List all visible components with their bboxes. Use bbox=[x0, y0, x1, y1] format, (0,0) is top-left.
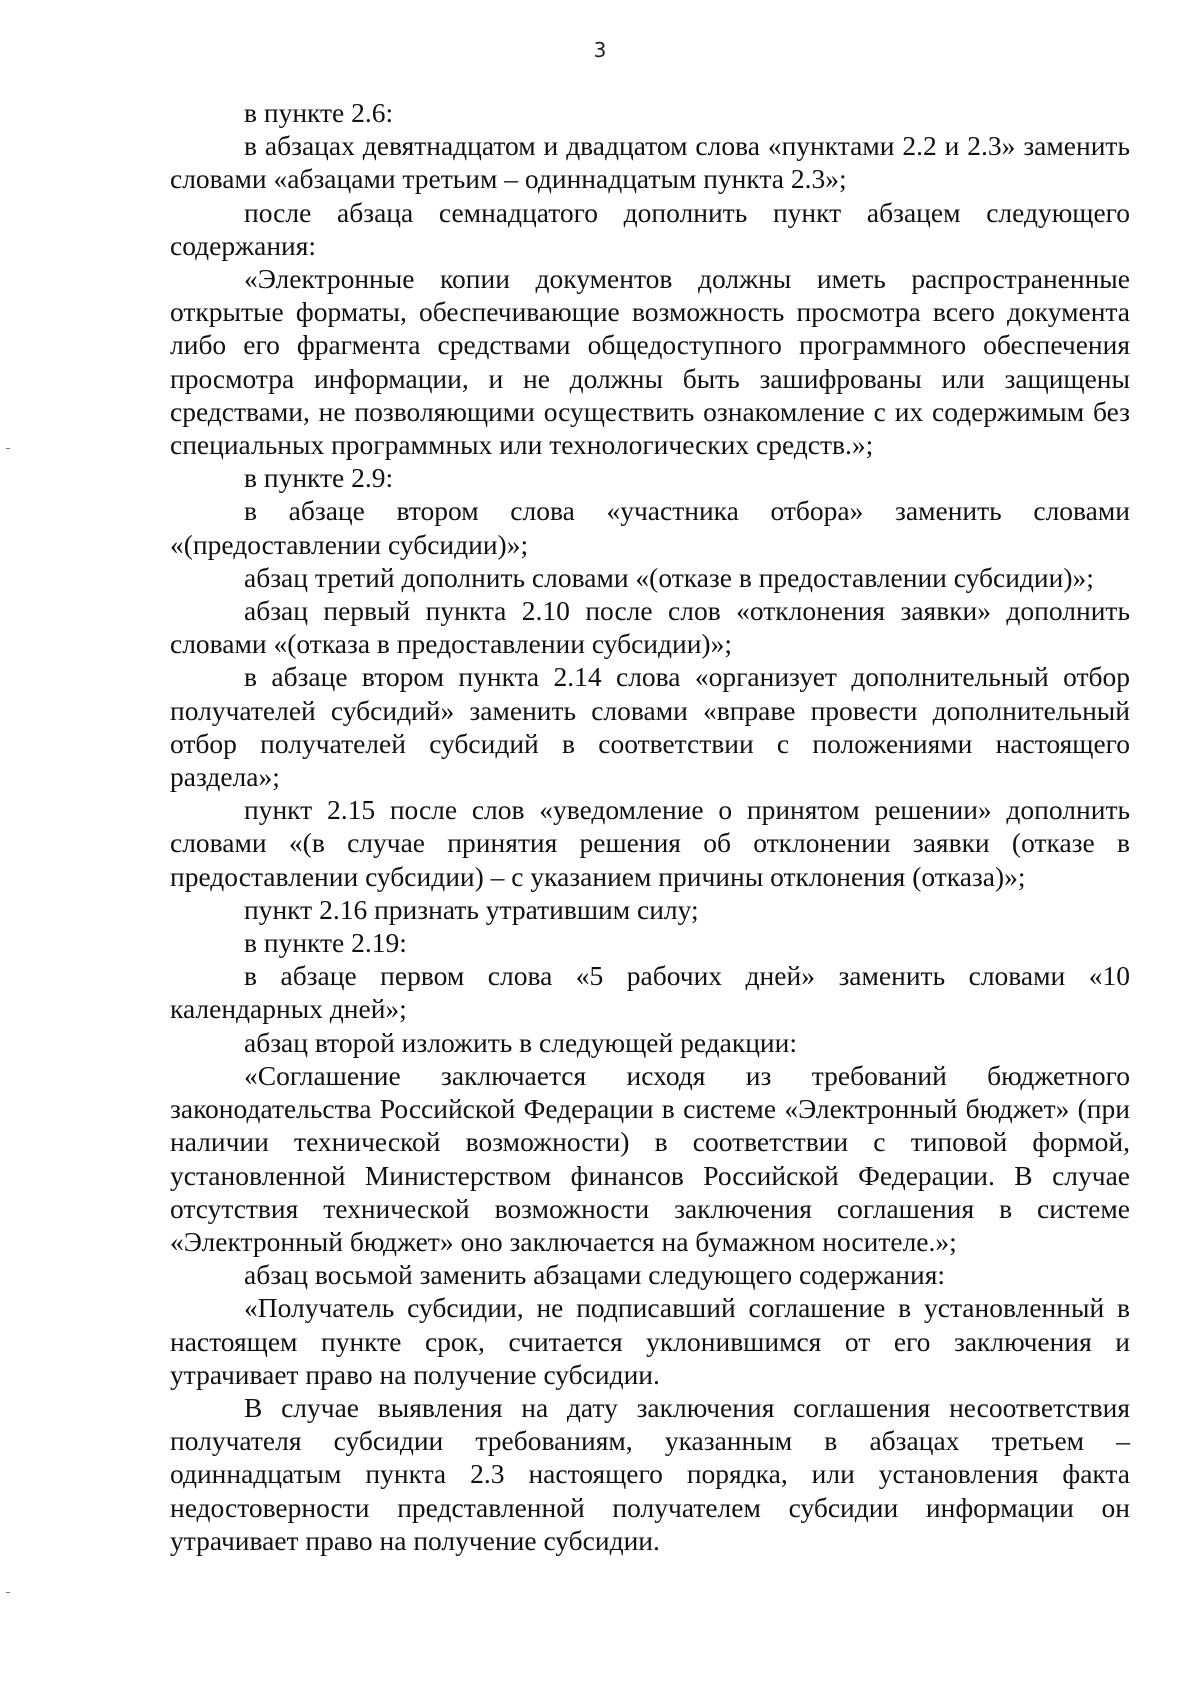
paragraph: в абзацах девятнадцатом и двадцатом слова «пунктами 2.2 и 2.3» заменить словами «абзацами третьим – одиннадцатым пункта 2.3»; bbox=[170, 130, 1130, 195]
paragraph: в пункте 2.9: bbox=[244, 462, 394, 494]
paragraph: В случае выявления на дату заключения соглашения несоответствия получателя субсидии требованиям, указанным в абзацах третьем – одиннадцатым пункта 2.3 настоящего порядка, или установления факта недостоверности представленной получателем субсидии информации он утрачивает право на получение субсидии. bbox=[170, 1391, 1130, 1556]
paragraph: абзац второй изложить в следующей редакции: bbox=[244, 1026, 798, 1058]
paragraph: «Электронные копии документов должны иметь распространенные открытые форматы, обеспечивающие возможность просмотра всего документа либо его фрагмента средствами общедоступного программного обеспечения просмотра информации, и не должны быть зашифрованы или защищены средствами, не позволяющими осуществить ознакомление с их содержимым без специальных программных или технологических средств.»; bbox=[170, 263, 1130, 461]
page-number: 3 bbox=[593, 38, 607, 62]
paragraph: в абзаце первом слова «5 рабочих дней» заменить словами «10 календарных дней»; bbox=[170, 960, 1130, 1025]
margin-mark bbox=[6, 448, 10, 449]
paragraph: абзац восьмой заменить абзацами следующего содержания: bbox=[244, 1259, 946, 1291]
paragraph: абзац первый пункта 2.10 после слов «отклонения заявки» дополнить словами «(отказа в предоставлении субсидии)»; bbox=[170, 595, 1130, 660]
paragraph: пункт 2.16 признать утратившим силу; bbox=[244, 893, 699, 925]
paragraph: в пункте 2.19: bbox=[244, 927, 407, 959]
paragraph: после абзаца семнадцатого дополнить пункт абзацем следующего содержания: bbox=[170, 196, 1130, 261]
paragraph: в абзаце втором пункта 2.14 слова «организует дополнительный отбор получателей субсидий» заменить словами «вправе провести дополнительный отбор получателей субсидий в соответствии с положениями настоящего раздела»; bbox=[170, 661, 1130, 793]
document-body bbox=[170, 96, 1130, 1557]
paragraph: в пункте 2.6: bbox=[244, 97, 394, 128]
paragraph: пункт 2.15 после слов «уведомление о принятом решении» дополнить словами «(в случае принятия решения об отклонении заявки (отказе в предоставлении субсидии) – с указанием причины отклонения (отказа)»; bbox=[170, 794, 1130, 892]
margin-mark bbox=[6, 1592, 10, 1593]
paragraph: «Соглашение заключается исходя из требований бюджетного законодательства Российской Федерации в системе «Электронный бюджет» (при наличии технической возможности) в соответствии с типовой формой, установленной Министерством финансов Российской Федерации. В случае отсутствия технической возможности заключения соглашения в системе «Электронный бюджет» оно заключается на бумажном носителе.»; bbox=[170, 1059, 1130, 1257]
paragraph: «Получатель субсидии, не подписавший соглашение в установленный в настоящем пункте срок, считается уклонившимся от его заключения и утрачивает право на получение субсидии. bbox=[170, 1292, 1130, 1390]
paragraph: в абзаце втором слова «участника отбора» заменить словами «(предоставлении субсидии)»; bbox=[170, 495, 1130, 560]
paragraph: абзац третий дополнить словами «(отказе в предоставлении субсидии)»; bbox=[244, 561, 1094, 593]
